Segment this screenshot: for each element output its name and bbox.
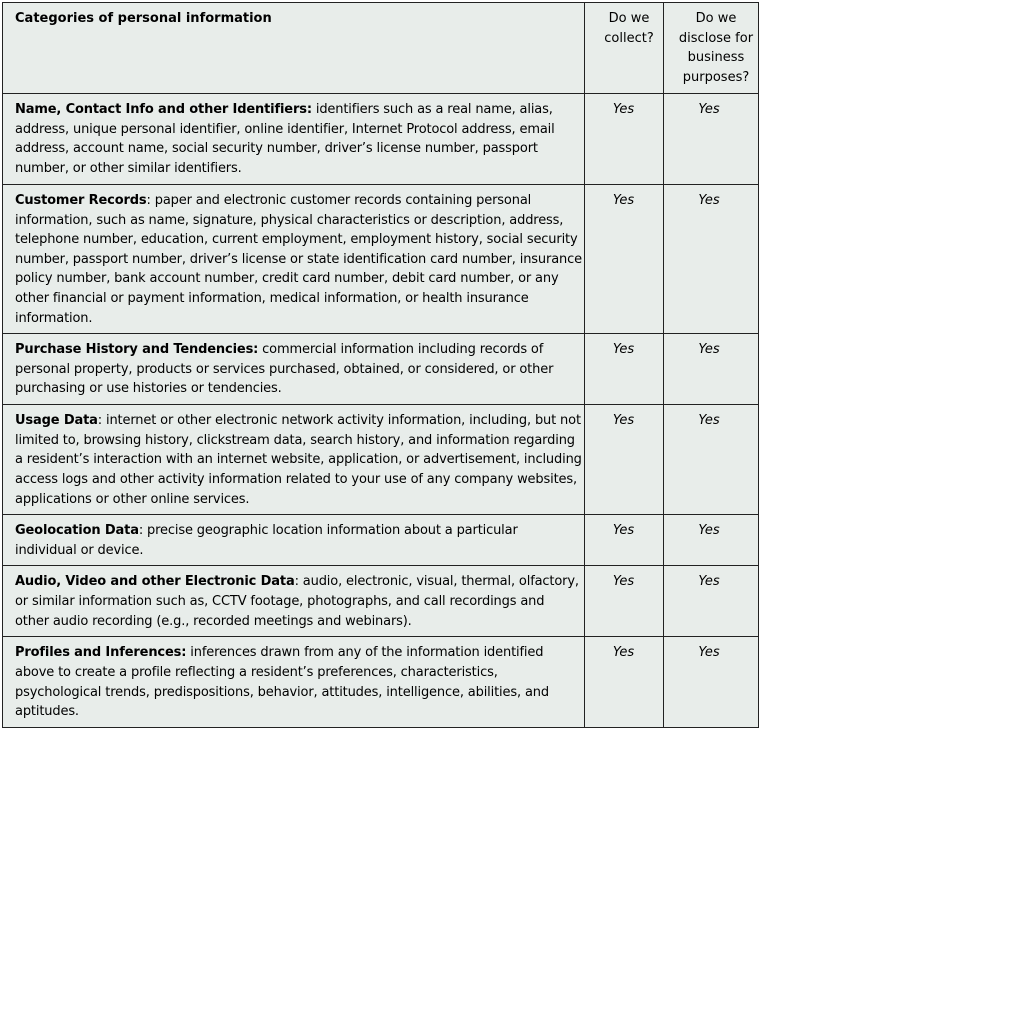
collect-value: Yes	[585, 405, 664, 515]
table-row	[3, 334, 759, 405]
collect-value: Yes	[585, 94, 664, 185]
category-cell	[3, 566, 585, 637]
collect-value: Yes	[585, 185, 664, 334]
disclose-value: Yes	[664, 405, 759, 515]
category-title: Profiles and Inferences:	[15, 645, 187, 661]
category-title: Audio, Video and other Electronic Data	[15, 574, 295, 590]
category-cell	[3, 334, 585, 405]
header-disclose: Do we disclose for business purposes?	[664, 3, 759, 94]
category-cell	[3, 185, 585, 334]
category-cell	[3, 405, 585, 515]
category-title: Purchase History and Tendencies:	[15, 342, 259, 358]
category-title: Usage Data	[15, 413, 98, 429]
category-title: Customer Records	[15, 193, 147, 208]
collect-value: Yes	[585, 334, 664, 405]
collect-value: Yes	[585, 515, 664, 566]
category-cell	[3, 515, 585, 566]
disclose-value: Yes	[664, 334, 759, 405]
disclose-value: Yes	[664, 566, 759, 637]
collect-value: Yes	[585, 566, 664, 637]
category-cell	[3, 637, 585, 727]
header-categories: Categories of personal information	[3, 3, 585, 94]
category-cell	[3, 94, 585, 185]
category-description: : precise geographic location information about a particular individual or device.	[15, 523, 518, 558]
table-row	[3, 566, 759, 637]
table-row	[3, 637, 759, 727]
category-description: inferences drawn from any of the information identified above to create a profile reflecting a resident’s preferences, characteristics, psychological trends, predispositions, behavior, attitudes, intelligence, abilities, and aptitudes.	[15, 645, 549, 720]
table-row	[3, 515, 759, 566]
disclose-value: Yes	[664, 185, 759, 334]
disclose-value: Yes	[664, 637, 759, 727]
table-header-row	[3, 3, 759, 94]
category-description: : internet or other electronic network activity information, including, but not limited to, browsing history, clickstream data, search history, and information regarding a resident’s interaction with an internet website, application, or advertisement, including access logs and other activity information related to your use of any company websites, applications or other online services.	[15, 413, 582, 507]
category-title: Geolocation Data	[15, 523, 139, 539]
category-description: : audio, electronic, visual, thermal, olfactory, or similar information such as, CCTV footage, photographs, and call recordings and other audio recording (e.g., recorded meetings and webinars).	[15, 574, 579, 629]
table-row	[3, 405, 759, 515]
disclose-value: Yes	[664, 515, 759, 566]
table-row	[3, 185, 759, 334]
category-title: Name, Contact Info and other Identifiers:	[15, 102, 312, 117]
table-row	[3, 94, 759, 185]
category-description: commercial information including records of personal property, products or services purchased, obtained, or considered, or other purchasing or use histories or tendencies.	[15, 342, 554, 397]
disclose-value: Yes	[664, 94, 759, 185]
header-collect: Do we collect?	[585, 3, 664, 94]
category-description: : paper and electronic customer records containing personal information, such as name, signature, physical characteristics or description, address, telephone number, education, current employment, employment history, social security number, passport number, driver’s license or state identification card number, insurance policy number, bank account number, credit card number, debit card number, or any other financial or payment information, medical information, or health insurance information.	[15, 193, 582, 326]
category-description: identifiers such as a real name, alias, address, unique personal identifier, online identifier, Internet Protocol address, email address, account name, social security number, driver’s license number, passport number, or other similar identifiers.	[15, 102, 555, 176]
personal-information-table	[2, 2, 759, 728]
collect-value: Yes	[585, 637, 664, 727]
